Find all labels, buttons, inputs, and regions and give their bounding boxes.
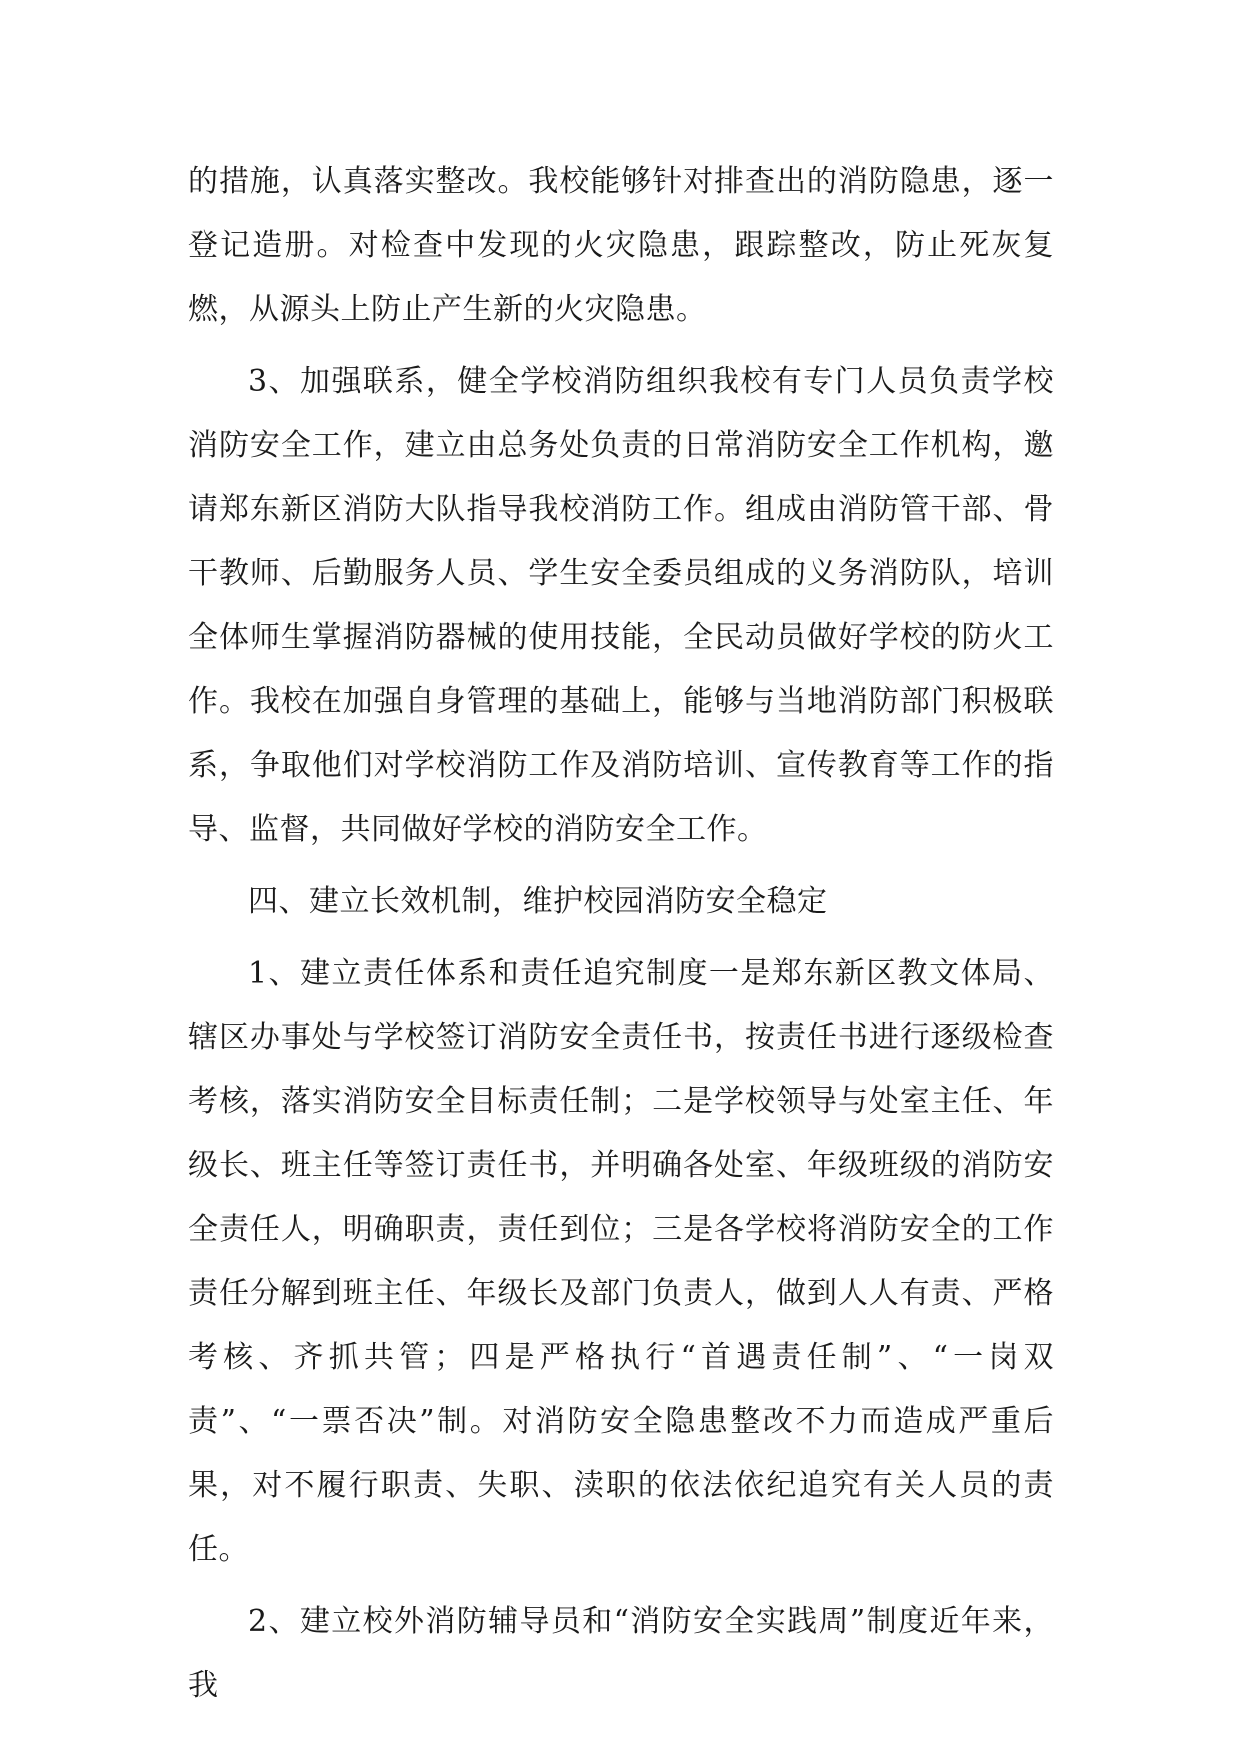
document-body <box>188 150 1054 1726</box>
paragraph-continuation: 的措施，认真落实整改。我校能够针对排查出的消防隐患，逐一登记造册。对检查中发现的火灾隐患，跟踪整改，防止死灰复燃，从源头上防止产生新的火灾隐患。 <box>188 164 1054 327</box>
paragraph-item-1: 1、建立责任体系和责任追究制度一是郑东新区教文体局、辖区办事处与学校签订消防安全责任书，按责任书进行逐级检查考核，落实消防安全目标责任制；二是学校领导与处室主任、年级长、班主任等签订责任书，并明确各处室、年级班级的消防安全责任人，明确职责，责任到位；三是各学校将消防安全的工作责任分解到班主任、年级长及部门负责人，做到人人有责、严格考核、齐抓共管；四是严格执行“首遇责任制”、“一岗双责”、“一票否决”制。对消防安全隐患整改不力而造成严重后果，对不履行职责、失职、渎职的依法依纪追究有关人员的责任。 <box>188 956 1054 1567</box>
section-heading-4: 四、建立长效机制，维护校园消防安全稳定 <box>248 884 828 919</box>
paragraph-item-2: 2、建立校外消防辅导员和“消防安全实践周”制度近年来，我 <box>188 1604 1054 1703</box>
paragraph-item-3: 3、加强联系，健全学校消防组织我校有专门人员负责学校消防安全工作，建立由总务处负责的日常消防安全工作机构，邀请郑东新区消防大队指导我校消防工作。组成由消防管干部、骨干教师、后勤服务人员、学生安全委员组成的义务消防队，培训全体师生掌握消防器械的使用技能，全民动员做好学校的防火工作。我校在加强自身管理的基础上，能够与当地消防部门积极联系，争取他们对学校消防工作及消防培训、宣传教育等工作的指导、监督，共同做好学校的消防安全工作。 <box>188 364 1054 847</box>
